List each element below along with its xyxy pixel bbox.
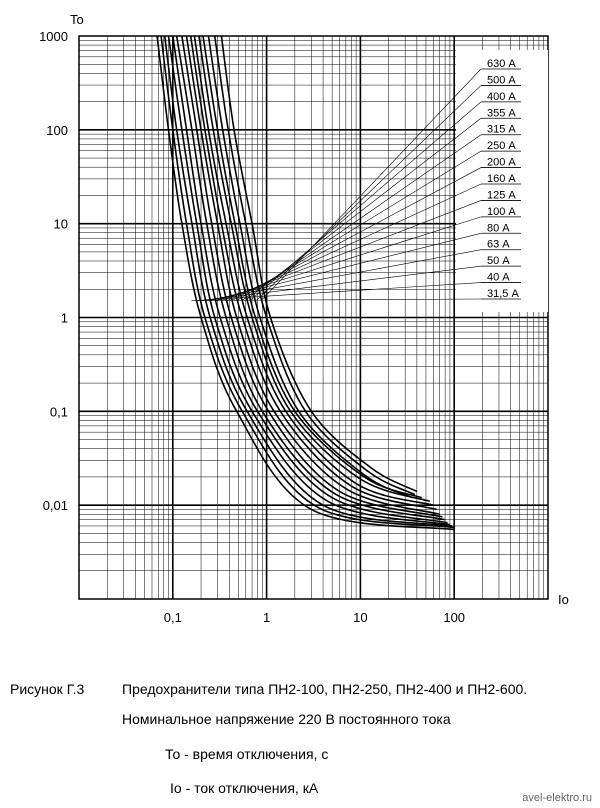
- legend-label: 125 А: [487, 189, 516, 202]
- y-axis-title: To: [70, 12, 84, 27]
- legend-label: 200 А: [487, 156, 516, 169]
- legend-label: 40 А: [487, 271, 510, 284]
- legend-label: 400 А: [487, 90, 516, 103]
- legend-label: 100 А: [487, 205, 516, 218]
- y-tick-label: 100: [46, 122, 68, 138]
- x-tick-label: 10: [353, 610, 368, 625]
- x-tick-label: 1: [262, 610, 271, 625]
- legend-leader-line: [261, 69, 481, 301]
- legend-leader-line: [232, 168, 481, 301]
- x-axis-definition: Io - ток отключения, кА: [170, 780, 319, 796]
- curve-100a: [177, 36, 445, 520]
- curve-630a: [221, 36, 416, 491]
- legend-label: 250 А: [487, 140, 516, 153]
- legend-leader-line: [227, 184, 481, 301]
- legend-label: 355 А: [487, 107, 516, 120]
- y-tick-label: 0,01: [42, 498, 68, 514]
- voltage-note: Номинальное напряжение 220 В постоянного тока: [122, 711, 451, 727]
- y-axis-definition: То - время отключения, с: [165, 746, 329, 762]
- legend-label: 315 А: [487, 123, 516, 136]
- legend-label: 80 А: [487, 222, 510, 235]
- legend-label: 31,5 А: [487, 288, 519, 300]
- legend-label: 160 А: [487, 173, 516, 185]
- legend-leader-line: [216, 217, 481, 301]
- x-tick-label: 0,1: [163, 610, 182, 625]
- x-axis-title: Io: [558, 592, 569, 607]
- legend-label: 500 А: [487, 74, 516, 87]
- legend-label: 630 А: [487, 58, 516, 70]
- legend-label: 50 А: [487, 255, 510, 268]
- y-tick-label: 1: [60, 310, 68, 326]
- y-tick-label: 0,1: [49, 404, 68, 420]
- figure-label: Рисунок Г.3: [10, 681, 85, 697]
- legend-label: 63 А: [487, 238, 510, 251]
- curve-50a: [165, 36, 452, 526]
- watermark: avel-elektro.ru: [522, 792, 592, 804]
- y-tick-label: 1000: [39, 29, 68, 44]
- x-tick-label: 100: [443, 610, 466, 625]
- y-tick-label: 10: [53, 216, 68, 232]
- legend-leader-line: [245, 118, 481, 300]
- curves: [157, 36, 454, 530]
- figure-title: Предохранители типа ПН2-100, ПН2-250, ПН2-400 и ПН2-600.: [122, 681, 528, 697]
